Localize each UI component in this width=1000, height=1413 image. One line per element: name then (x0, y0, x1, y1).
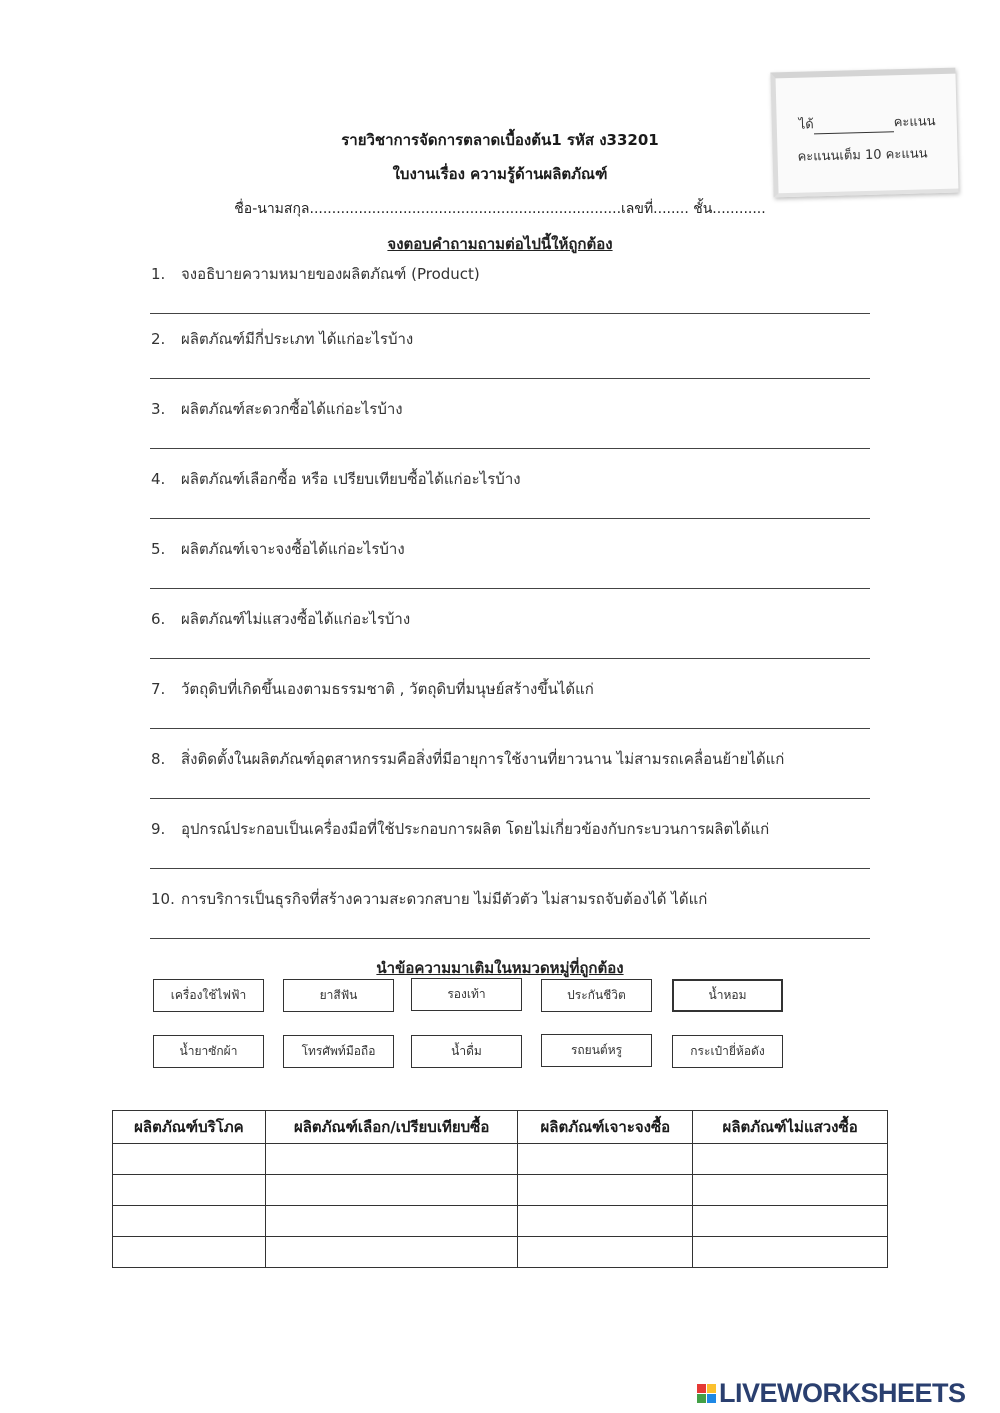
question-text: ผลิตภัณฑ์สะดวกซื้อได้แก่อะไรบ้าง (181, 400, 403, 418)
answer-cell[interactable] (265, 1175, 518, 1206)
full-score-text: คะแนนเต็ม 10 คะแนน (797, 146, 928, 165)
answer-line[interactable] (150, 448, 870, 449)
answer-cell[interactable] (265, 1206, 518, 1237)
answer-cell[interactable] (518, 1206, 693, 1237)
score-got-label: ได้ (798, 117, 814, 133)
answer-cell[interactable] (693, 1175, 888, 1206)
question-text: ผลิตภัณฑ์เลือกซื้อ หรือ เปรียบเทียบซื้อได้แก่อะไรบ้าง (181, 470, 521, 488)
question-number: 5. (151, 540, 166, 558)
answer-line[interactable] (150, 378, 870, 379)
answer-line[interactable] (150, 518, 870, 519)
answer-cell[interactable] (693, 1144, 888, 1175)
category-table (112, 1110, 888, 1268)
worksheet-title: ใบงานเรื่อง ความรู้ด้านผลิตภัณฑ์ (392, 165, 608, 183)
table-header-cell: ผลิตภัณฑ์บริโภค (113, 1111, 266, 1144)
liveworksheets-mark-icon (697, 1384, 716, 1403)
answer-cell[interactable] (113, 1206, 266, 1237)
question-number: 9. (151, 820, 166, 838)
answer-cell[interactable] (518, 1237, 693, 1268)
question-number: 2. (151, 330, 166, 348)
answer-line[interactable] (150, 728, 870, 729)
answer-cell[interactable] (693, 1237, 888, 1268)
table-row (113, 1144, 888, 1175)
score-points-label: คะแนน (893, 114, 936, 131)
question-number: 10. (151, 890, 175, 908)
question-number: 3. (151, 400, 166, 418)
table-header-cell: ผลิตภัณฑ์เจาะจงซื้อ (518, 1111, 693, 1144)
answer-line[interactable] (150, 313, 870, 314)
brand-name: LIVEWORKSHEETS (719, 1378, 966, 1408)
answer-cell[interactable] (113, 1237, 266, 1268)
table-row (113, 1206, 888, 1237)
question-text: จงอธิบายความหมายของผลิตภัณฑ์ (Product) (181, 265, 480, 283)
liveworksheets-logo (697, 1378, 966, 1409)
answer-cell[interactable] (518, 1144, 693, 1175)
question-item (151, 327, 413, 351)
answer-cell[interactable] (518, 1175, 693, 1206)
question-item (151, 677, 594, 701)
question-item (151, 607, 410, 631)
course-title: รายวิชาการจัดการตลาดเบื้องต้น1 รหัส ง33201 (341, 131, 659, 149)
answer-cell[interactable] (265, 1237, 518, 1268)
question-text: ผลิตภัณฑ์เจาะจงซื้อได้แก่อะไรบ้าง (181, 540, 405, 558)
question-item (151, 747, 784, 771)
question-text: การบริการเป็นธุรกิจที่สร้างความสะดวกสบาย ไม่มีตัวตัว ไม่สามรถจับต้องได้ ได้แก่ (181, 890, 708, 908)
instruction-heading: จงตอบคำถามถามต่อไปนี้ให้ถูกต้อง (387, 235, 613, 253)
answer-cell[interactable] (693, 1206, 888, 1237)
question-number: 8. (151, 750, 166, 768)
question-text: อุปกรณ์ประกอบเป็นเครื่องมือที่ใช้ประกอบการผลิต โดยไม่เกี่ยวข้องกับกระบวนการผลิตได้แก่ (181, 820, 770, 838)
question-text: สิ่งติดตั้งในผลิตภัณฑ์อุตสาหกรรมคือสิ่งที่มีอายุการใช้งานที่ยาวนาน ไม่สามรถเคลื่อนย้ายได้แก่ (181, 750, 785, 768)
answer-cell[interactable] (113, 1175, 266, 1206)
answer-line[interactable] (150, 868, 870, 869)
table-header-cell: ผลิตภัณฑ์เลือก/เปรียบเทียบซื้อ (265, 1111, 518, 1144)
answer-line[interactable] (150, 938, 870, 939)
word-chip[interactable]: ประกันชีวิต (541, 979, 652, 1012)
table-row (113, 1175, 888, 1206)
table-row (113, 1237, 888, 1268)
answer-line[interactable] (150, 588, 870, 589)
word-chip[interactable]: น้ำดื่ม (411, 1035, 522, 1068)
word-chip[interactable]: ยาสีฟัน (283, 979, 394, 1012)
answer-cell[interactable] (113, 1144, 266, 1175)
question-text: ผลิตภัณฑ์มีกี่ประเภท ได้แก่อะไรบ้าง (181, 330, 414, 348)
question-item (151, 887, 707, 911)
student-name-line: ชื่อ-นามสกุล......................................................................เลขที่........ ชั้น............ (234, 201, 766, 217)
word-chip[interactable]: รองเท้า (411, 978, 522, 1011)
classify-heading: นำข้อความมาเติมในหมวดหมู่ที่ถูกต้อง (376, 959, 624, 977)
table-header-cell: ผลิตภัณฑ์ไม่แสวงซื้อ (693, 1111, 888, 1144)
question-number: 6. (151, 610, 166, 628)
question-item (151, 467, 521, 491)
question-text: วัตถุดิบที่เกิดขึ้นเองตามธรรมชาติ , วัตถุดิบที่มนุษย์สร้างขึ้นได้แก่ (181, 680, 594, 698)
answer-line[interactable] (150, 658, 870, 659)
answer-line[interactable] (150, 798, 870, 799)
word-chip[interactable]: รถยนต์หรู (541, 1034, 652, 1067)
question-number: 7. (151, 680, 166, 698)
word-chip[interactable]: เครื่องใช้ไฟฟ้า (153, 979, 264, 1012)
word-chip[interactable]: น้ำยาซักผ้า (153, 1035, 264, 1068)
answer-cell[interactable] (265, 1144, 518, 1175)
word-chip[interactable]: โทรศัพท์มือถือ (283, 1035, 394, 1068)
question-item (151, 397, 403, 421)
question-number: 4. (151, 470, 166, 488)
table-header-row (113, 1111, 888, 1144)
question-number: 1. (151, 265, 166, 283)
question-item (151, 537, 405, 561)
question-item (151, 262, 480, 286)
word-chip[interactable]: กระเป๋ายี่ห้อดัง (672, 1035, 783, 1068)
word-chip[interactable]: น้ำหอม (672, 979, 783, 1012)
question-item (151, 817, 769, 841)
question-text: ผลิตภัณฑ์ไม่แสวงซื้อได้แก่อะไรบ้าง (181, 610, 411, 628)
